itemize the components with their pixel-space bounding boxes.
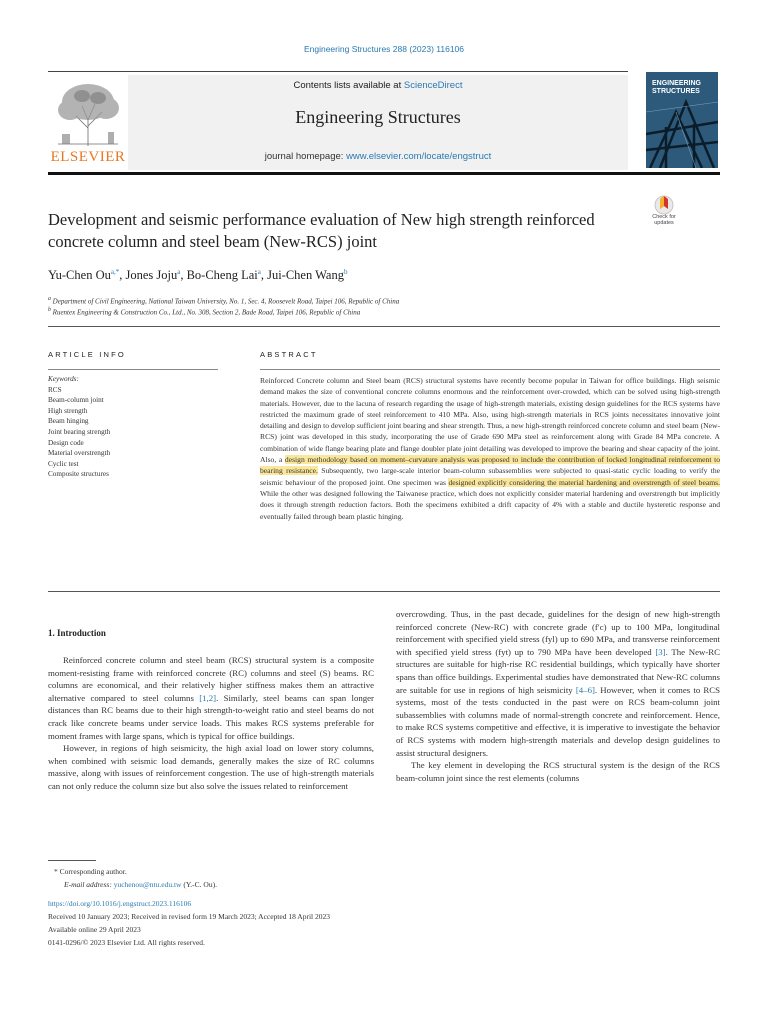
abstract-highlight[interactable]: designed explicitly considering the material hardening and overstrength of steel beams. — [448, 477, 720, 487]
affiliation-text: Department of Civil Engineering, National Taiwan University, No. 1, Sec. 4, Roosevelt Road, Taipei 106, Republic of China — [52, 297, 400, 306]
crossmark-label-line-2: updates — [654, 220, 674, 226]
abstract-divider — [260, 369, 720, 370]
author-affiliation-mark[interactable]: b — [343, 268, 348, 276]
contents-line — [128, 80, 628, 91]
author-name[interactable]: Jones Joju — [125, 268, 178, 283]
footnote-divider — [48, 860, 96, 861]
paragraph-text: . The New-RC structures are suitable for high-rise RC residential buildings, which typically have shorter spans than office buildings. Experimental studies have demonstrated that New-RC columns are suitable for use in regions of high seismicity — [396, 646, 720, 695]
abstract-highlight[interactable]: design methodology based on moment–curvature analysis was proposed to include the contribution of locked longitudinal reinforcement to bearing resistance. — [260, 455, 720, 476]
crossmark-icon — [648, 195, 680, 215]
header-divider — [48, 71, 628, 72]
article-info-heading: ARTICLE INFO — [48, 350, 126, 359]
paragraph — [48, 654, 374, 742]
corresponding-author-note: * Corresponding author. — [54, 867, 127, 876]
received-dates: Received 10 January 2023; Received in revised form 19 March 2023; Accepted 18 April 2023 — [48, 912, 331, 921]
keyword-item: High strength — [48, 406, 88, 415]
paragraph — [396, 608, 720, 759]
affiliation-mark: b — [48, 307, 51, 313]
cover-title — [652, 80, 701, 96]
keyword-item: Material overstrength — [48, 449, 111, 458]
article-info-divider — [48, 369, 218, 370]
affiliation-a — [48, 296, 668, 305]
paragraph: However, in regions of high seismicity, the high axial load on lower story columns, when combined with seismic load demands, generally makes the size of RC columns massive, along with issues of reinforcement congestion. The use of high-strength materials can not only reduce the column size but also solve the issues related to reinforcement — [48, 743, 374, 791]
section-heading-introduction: 1. Introduction — [48, 628, 106, 638]
affiliation-mark: a — [48, 296, 51, 302]
author-list: Yu-Chen $Ou^{a,*}$, Jones Joju$^a$, Bo-Cheng Lai$^a$, Jui-Chen Wang$^b$ — [48, 268, 348, 283]
homepage-prefix: journal homepage: — [264, 151, 347, 162]
author-affiliation-mark[interactable]: a — [257, 268, 261, 276]
affiliation-text: Ruentex Engineering & Construction Co., Ltd., No. 308, Section 2, Bade Road, Taipei 106, Republic of China — [52, 308, 361, 317]
body-column-right — [396, 608, 720, 784]
author-affiliation-mark[interactable]: a,* — [110, 268, 120, 276]
sciencedirect-link[interactable]: ScienceDirect — [403, 80, 463, 91]
citation-link[interactable]: [3] — [655, 646, 666, 657]
homepage-line — [128, 151, 628, 162]
crossmark-label — [648, 214, 680, 226]
journal-title: Engineering Structures — [295, 107, 461, 127]
author-name[interactable]: Jui-Chen Wang — [267, 268, 344, 283]
divider — [48, 326, 720, 327]
article-title: Development and seismic performance evaluation of New high strength reinforced concrete column and steel beam (New-RCS) joint — [48, 210, 595, 251]
abstract-part: Reinforced Concrete column and Steel beam (RCS) structural systems have recently become popular in Taiwan for office buildings. High seismic demand makes the size of conventional concrete columns enormous and the reinforcement over-crowded, which can be solved using high-strength materials. However, due to the lacuna of research regarding the usage of high-strength materials, existing design guidelines for the RCS systems have restricted the maximum grade of steel reinforcement to 410 MPa. Also, using high-strength materials in RCS joints necessitates innovative joint detailing and design to develop sufficient joint bearing and shear strength. Thus, a new high-strength reinforced concrete column and steel beam (New-RCS) joint was developed in this study, incorporating the use of Grade 690 MPa steel as reinforcement along with Grade 84 MPa concrete. A combination of wide flange bearing plate and flange doubler plate joint detailing was developed to improve the bearing and shear capacity of the joint. Also, a — [260, 376, 720, 465]
email-label: E-mail address: — [64, 880, 114, 889]
citation-link[interactable]: [1,2] — [199, 692, 217, 703]
copyright-notice: 0141-0296/© 2023 Elsevier Ltd. All rights reserved. — [48, 938, 205, 947]
elsevier-logo — [48, 78, 128, 166]
affiliation-b — [48, 307, 668, 316]
journal-reference-link[interactable]: Engineering Structures 288 (2023) 116106 — [303, 44, 465, 54]
cover-title-line-2: STRUCTURES — [652, 88, 700, 95]
paragraph-text: . However, when it comes to RCS systems, most of the tests conducted in the past were on RCS beam-column joint subassemblies with columns made of normal-strength concrete and reinforcement. Hence, to make RCS systems competitive and effective, it is imperative to investigate the behavior of RCS systems with modern high-strength materials and develop design guidelines to assist structural designers. — [396, 684, 720, 758]
citation-link[interactable]: [4–6] — [575, 684, 595, 695]
header-thick-divider — [48, 172, 720, 175]
email-link[interactable]: yuchenou@ntu.edu.tw — [113, 880, 182, 889]
paragraph-text: Reinforced concrete column and steel beam (RCS) structural system is a composite moment-resisting frame with reinforced concrete (RC) columns and steel (S) beams. RC columns are economical, and their relatively higher stiffness makes them an attractive alternative compared to steel columns — [48, 655, 374, 703]
keyword-item: RCS — [48, 385, 62, 394]
keyword-item: Composite structures — [48, 470, 109, 479]
check-for-updates-button[interactable] — [648, 195, 680, 229]
keyword-item: Beam-column joint — [48, 396, 104, 405]
paragraph: The key element in developing the RCS structural system is the design of the RCS beam-column joint since the rest elements (columns — [396, 760, 720, 783]
available-online-date: Available online 29 April 2023 — [48, 925, 141, 934]
author-name[interactable]: Bo-Cheng Lai — [186, 268, 258, 283]
keywords-list — [48, 374, 218, 480]
elsevier-wordmark: ELSEVIER — [50, 149, 126, 165]
divider — [48, 591, 720, 592]
contents-prefix: Contents lists available at — [293, 80, 404, 91]
email-note — [64, 880, 217, 889]
abstract-part: While the other was designed following the Taiwanese practice, which does not explicitly consider material hardening and overstrength but implicitly does it through strength reduction factors. Both the specimens exhibited a drift capacity of 4% with a stable and ductile hysteretic response and eventually failed through beam plastic hinging. — [260, 488, 720, 521]
journal-homepage-link[interactable]: www.elsevier.com/locate/engstruct — [346, 151, 492, 162]
abstract-text — [260, 375, 720, 522]
elsevier-tree-icon — [48, 78, 128, 148]
email-suffix: (Y.-C. Ou). — [181, 880, 217, 889]
keyword-item: Cyclic test — [48, 459, 79, 468]
abstract-heading: ABSTRACT — [260, 350, 318, 359]
cover-title-line-1: ENGINEERING — [652, 80, 702, 87]
keyword-item: Design code — [48, 438, 84, 447]
keyword-item: Joint bearing strength — [48, 427, 111, 436]
abstract-part: Subsequently, two large-scale interior beam-column subassemblies were subjected to quasi-static cyclic loading to verify the seismic behaviour of the proposed joint. One specimen was — [260, 466, 720, 487]
body-column-left — [48, 654, 374, 793]
crossmark-label-line-1: Check for — [652, 214, 676, 220]
journal-cover-image[interactable] — [646, 72, 718, 168]
paragraph-text: . Similarly, steel beams can span longer distances than RC beams due to their high strength-to-weight ratio and steel beams do not crack like concrete beams under service loads. This makes RCS systems preferable for moment frames with large spans, which is typical for office buildings. — [48, 692, 374, 741]
paragraph-text: overcrowding. Thus, in the past decade, guidelines for the design of new high-strength reinforced concrete (New-RC) with concrete grade (f′c) up to 100 MPa, longitudinal reinforcement with specified yield stress (fyl) up to 690 MPa, and transverse reinforcement with specified yield stress (fyt) up to 790 MPa have been developed — [396, 609, 720, 657]
doi-link[interactable]: https://doi.org/10.1016/j.engstruct.2023.116106 — [48, 899, 192, 908]
keywords-label: Keywords: — [48, 375, 79, 383]
keyword-item: Beam hinging — [48, 417, 89, 426]
author-name[interactable]: Yu-Chen Ou — [48, 268, 111, 283]
author-affiliation-mark[interactable]: a — [177, 268, 181, 276]
